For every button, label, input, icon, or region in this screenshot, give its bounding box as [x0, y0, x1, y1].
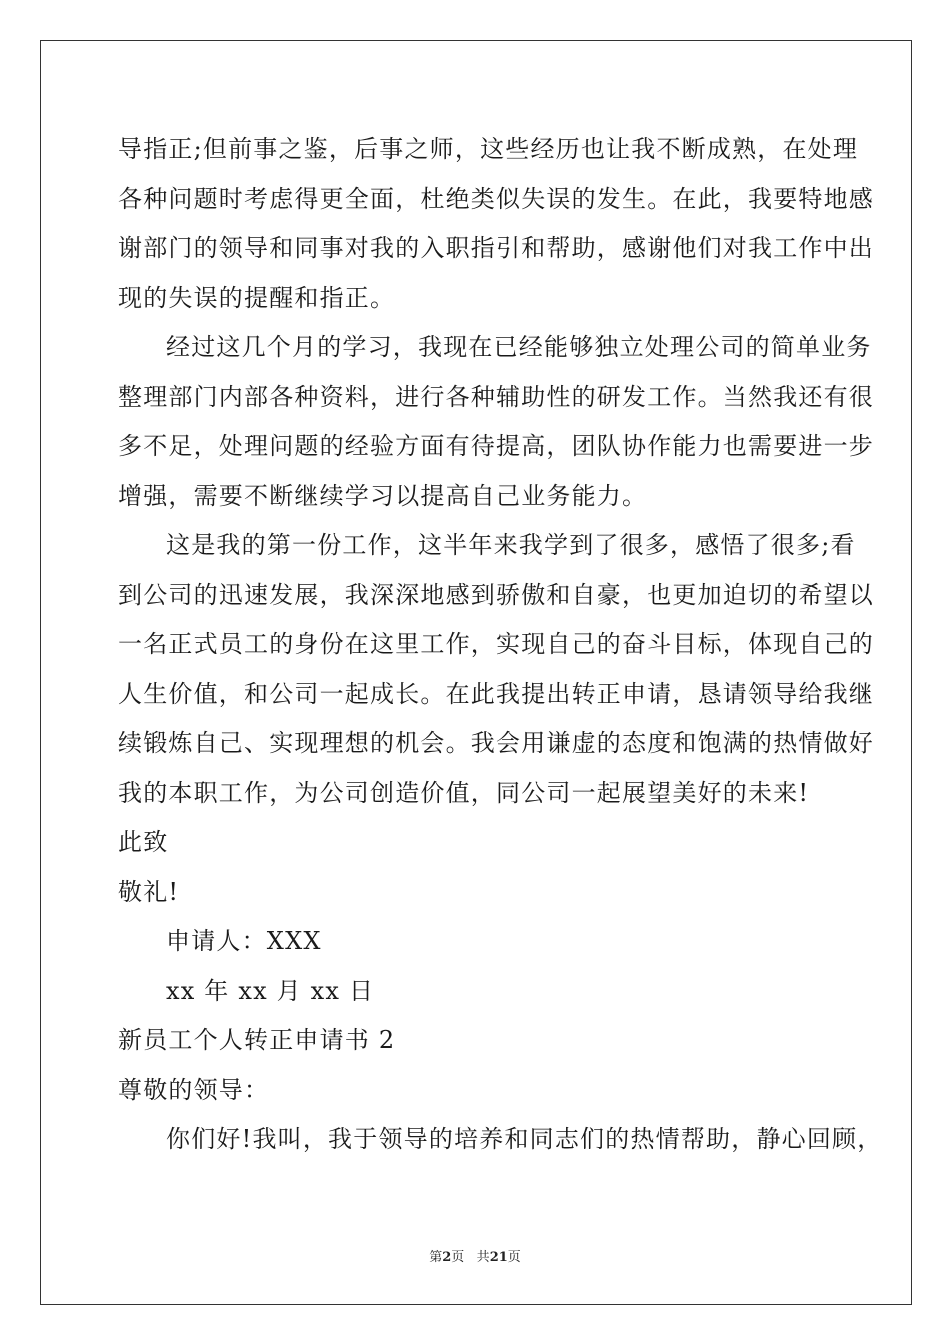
paragraph-start-line: 经过这几个月的学习，我现在已经能够独立处理公司的简单业务: [166, 333, 872, 361]
text-line: 到公司的迅速发展，我深深地感到骄傲和自豪，也更加迫切的希望以: [118, 580, 874, 609]
text-line: 导指正;但前事之鉴，后事之师，这些经历也让我不断成熟，在处理: [118, 135, 859, 163]
document-body: [118, 125, 883, 1165]
total-pages: 21: [489, 1250, 508, 1265]
date-line: xx 年 xx 月 xx 日: [166, 976, 375, 1005]
section-title: 新员工个人转正申请书 2: [118, 1026, 396, 1054]
text-line: 各种问题时考虑得更全面，杜绝类似失误的发生。在此，我要特地感: [118, 184, 874, 213]
closing-line: 此致: [118, 828, 169, 856]
page-footer: [0, 1246, 950, 1265]
total-prefix: 共: [476, 1250, 490, 1265]
paragraph-start-line: 你们好!我叫，我于领导的培养和同志们的热情帮助，静心回顾，: [166, 1125, 883, 1153]
text-line: 续锻炼自己、实现理想的机会。我会用谦虚的态度和饱满的热情做好: [118, 729, 874, 757]
greeting-line: 尊敬的领导：: [118, 1075, 270, 1104]
text-line: 多不足，处理问题的经验方面有待提高，团队协作能力也需要进一步: [118, 432, 874, 460]
text-line: 现的失误的提醒和指正。: [118, 283, 396, 312]
page-prefix: 第: [429, 1250, 443, 1265]
text-line: 整理部门内部各种资料，进行各种辅助性的研发工作。当然我还有很: [118, 382, 874, 411]
text-line: 增强，需要不断继续学习以提高自己业务能力。: [118, 481, 648, 510]
text-line: 谢部门的领导和同事对我的入职指引和帮助，感谢他们对我工作中出: [118, 234, 874, 262]
page-number: 2: [442, 1250, 452, 1265]
page-suffix: 页: [451, 1250, 465, 1265]
paragraph-start-line: 这是我的第一份工作，这半年来我学到了很多，感悟了很多;看: [166, 531, 856, 559]
text-line: 一名正式员工的身份在这里工作，实现自己的奋斗目标，体现自己的: [118, 630, 874, 658]
text-line: 我的本职工作，为公司创造价值，同公司一起展望美好的未来!: [118, 778, 810, 807]
text-line: 人生价值，和公司一起成长。在此我提出转正申请，恳请领导给我继: [118, 679, 874, 708]
applicant-line: 申请人：XXX: [166, 927, 322, 955]
total-suffix: 页: [507, 1250, 521, 1265]
salutation-line: 敬礼!: [118, 877, 180, 906]
